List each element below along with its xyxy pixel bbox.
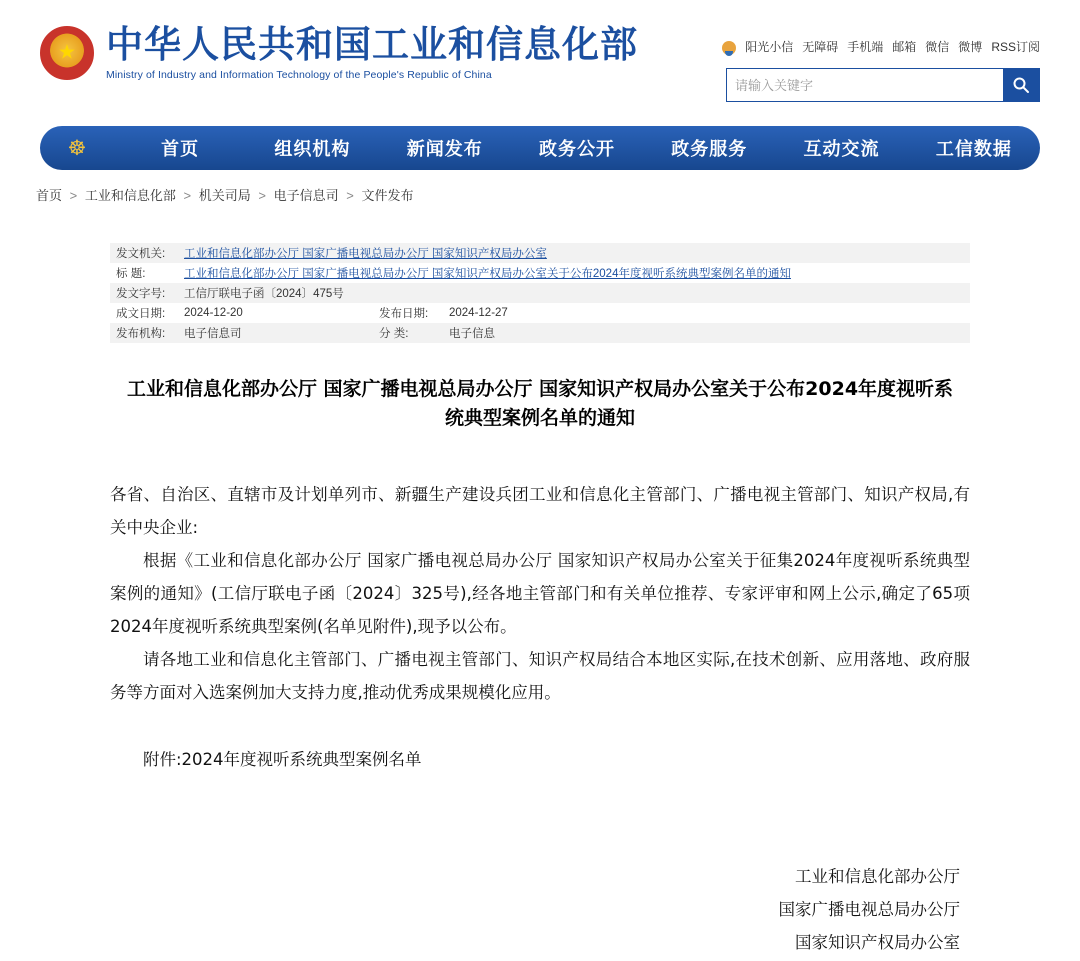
breadcrumb-separator: > <box>183 188 192 203</box>
document-signature <box>110 860 970 959</box>
meta-value-issuer-link[interactable]: 工业和信息化部办公厅 国家广播电视总局办公厅 国家知识产权局办公室 <box>184 248 547 260</box>
meta-label-docnum: 发文字号: <box>116 288 166 300</box>
meta-label-publisher: 发布机构: <box>116 328 166 340</box>
document-paragraph-basis: 根据《工业和信息化部办公厅 国家广播电视总局办公厅 国家知识产权局办公室关于征集2024年度视听系统典型案例的通知》(工信厅联电子函〔2024〕325号),经各地主管部门和有关单位推荐、专家评审和网上公示,确定了65项2024年度视听系统典型案例(名单见附件),现予以公布。 <box>110 550 970 636</box>
meta-label-category: 分 类: <box>379 328 409 340</box>
top-link-rss[interactable]: RSS订阅 <box>991 40 1040 54</box>
meta-label-issuer: 发文机关: <box>116 248 166 260</box>
breadcrumb-separator: > <box>346 188 354 203</box>
meta-row-title <box>110 263 970 283</box>
meta-row-publisher <box>110 323 970 343</box>
meta-row-docnum <box>110 283 970 303</box>
top-link-wechat[interactable]: 微信 <box>925 40 950 54</box>
document-paragraph-request: 请各地工业和信息化主管部门、广播电视主管部门、知识产权局结合本地区实际,在技术创新、应用落地、政府服务等方面对入选案例加大支持力度,推动优秀成果规模化应用。 <box>110 649 970 702</box>
nav-items <box>114 135 1040 161</box>
document-paragraph-addressee: 各省、自治区、直辖市及计划单列市、新疆生产建设兵团工业和信息化主管部门、广播电视主管部门、知识产权局,有关中央企业: <box>110 484 970 537</box>
top-link-weibo[interactable]: 微博 <box>958 40 983 54</box>
search-input[interactable] <box>727 69 1003 101</box>
nav-item-organization[interactable]: 组织机构 <box>274 139 351 160</box>
meta-value-category: 电子信息 <box>449 328 495 340</box>
signature-line-2: 国家广播电视总局办公厅 <box>778 899 960 919</box>
document-container <box>110 243 970 959</box>
site-logo-area[interactable] <box>40 23 638 81</box>
top-link-sunshine[interactable]: 阳光小信 <box>745 40 794 54</box>
site-title-cn: 中华人民共和国工业和信息化部 <box>106 23 638 66</box>
nav-item-home[interactable]: 首页 <box>161 139 200 160</box>
meta-row-dates <box>110 303 970 323</box>
nav-item-government-disclosure[interactable]: 政务公开 <box>538 139 615 160</box>
meta-label-publish-date: 发布日期: <box>379 308 429 320</box>
top-link-mobile[interactable]: 手机端 <box>847 40 884 54</box>
meta-label-draft-date: 成文日期: <box>116 308 166 320</box>
breadcrumb-separator: > <box>69 188 78 203</box>
national-emblem-icon <box>40 26 94 80</box>
breadcrumb-item-home[interactable]: 首页 <box>36 188 63 203</box>
search-button[interactable] <box>1003 69 1039 101</box>
breadcrumb-item-electronic-information[interactable]: 电子信息司 <box>273 188 339 203</box>
nav-item-interaction[interactable]: 互动交流 <box>803 139 880 160</box>
meta-label-title: 标 题: <box>116 268 146 280</box>
sunshine-icon <box>722 41 736 55</box>
meta-value-publisher: 电子信息司 <box>184 328 242 340</box>
breadcrumb-item-miit[interactable]: 工业和信息化部 <box>84 188 176 203</box>
meta-value-issuer <box>178 243 970 263</box>
site-title-en: Ministry of Industry and Information Technology of the People's Republic of China <box>106 68 492 81</box>
site-header <box>0 0 1080 118</box>
search-icon <box>1012 76 1030 94</box>
meta-value-title-link[interactable]: 工业和信息化部办公厅 国家广播电视总局办公厅 国家知识产权局办公室关于公布2024年度视听系统典型案例名单的通知 <box>184 268 791 280</box>
main-navigation <box>40 126 1040 170</box>
meta-value-publish-date: 2024-12-27 <box>449 307 508 319</box>
breadcrumb-item-document-release[interactable]: 文件发布 <box>361 188 414 203</box>
nav-item-government-services[interactable]: 政务服务 <box>671 139 748 160</box>
document-meta-table <box>110 243 970 343</box>
top-link-accessibility[interactable]: 无障碍 <box>802 40 839 54</box>
top-utility-links <box>722 38 1040 55</box>
nav-logo[interactable] <box>40 138 114 159</box>
breadcrumb-separator: > <box>258 188 266 203</box>
meta-value-title <box>178 263 970 283</box>
meta-value-draft-date: 2024-12-20 <box>184 307 243 319</box>
miit-swirl-logo-icon: ☸ <box>67 136 87 160</box>
breadcrumb <box>36 185 413 204</box>
document-body <box>110 478 970 776</box>
document-title: 工业和信息化部办公厅 国家广播电视总局办公厅 国家知识产权局办公室关于公布2024年度视听系统典型案例名单的通知 <box>126 378 954 430</box>
nav-item-industry-data[interactable]: 工信数据 <box>935 139 1012 160</box>
signature-line-3: 国家知识产权局办公室 <box>795 932 960 952</box>
document-attachment: 附件:2024年度视听系统典型案例名单 <box>143 749 422 769</box>
top-link-mail[interactable]: 邮箱 <box>892 40 917 54</box>
meta-value-docnum: 工信厅联电子函〔2024〕475号 <box>184 288 344 300</box>
signature-line-1: 工业和信息化部办公厅 <box>795 866 960 886</box>
meta-row-issuer <box>110 243 970 263</box>
search-box[interactable] <box>726 68 1040 102</box>
nav-item-news[interactable]: 新闻发布 <box>406 139 483 160</box>
site-title-block <box>106 23 638 81</box>
breadcrumb-item-departments[interactable]: 机关司局 <box>198 188 251 203</box>
